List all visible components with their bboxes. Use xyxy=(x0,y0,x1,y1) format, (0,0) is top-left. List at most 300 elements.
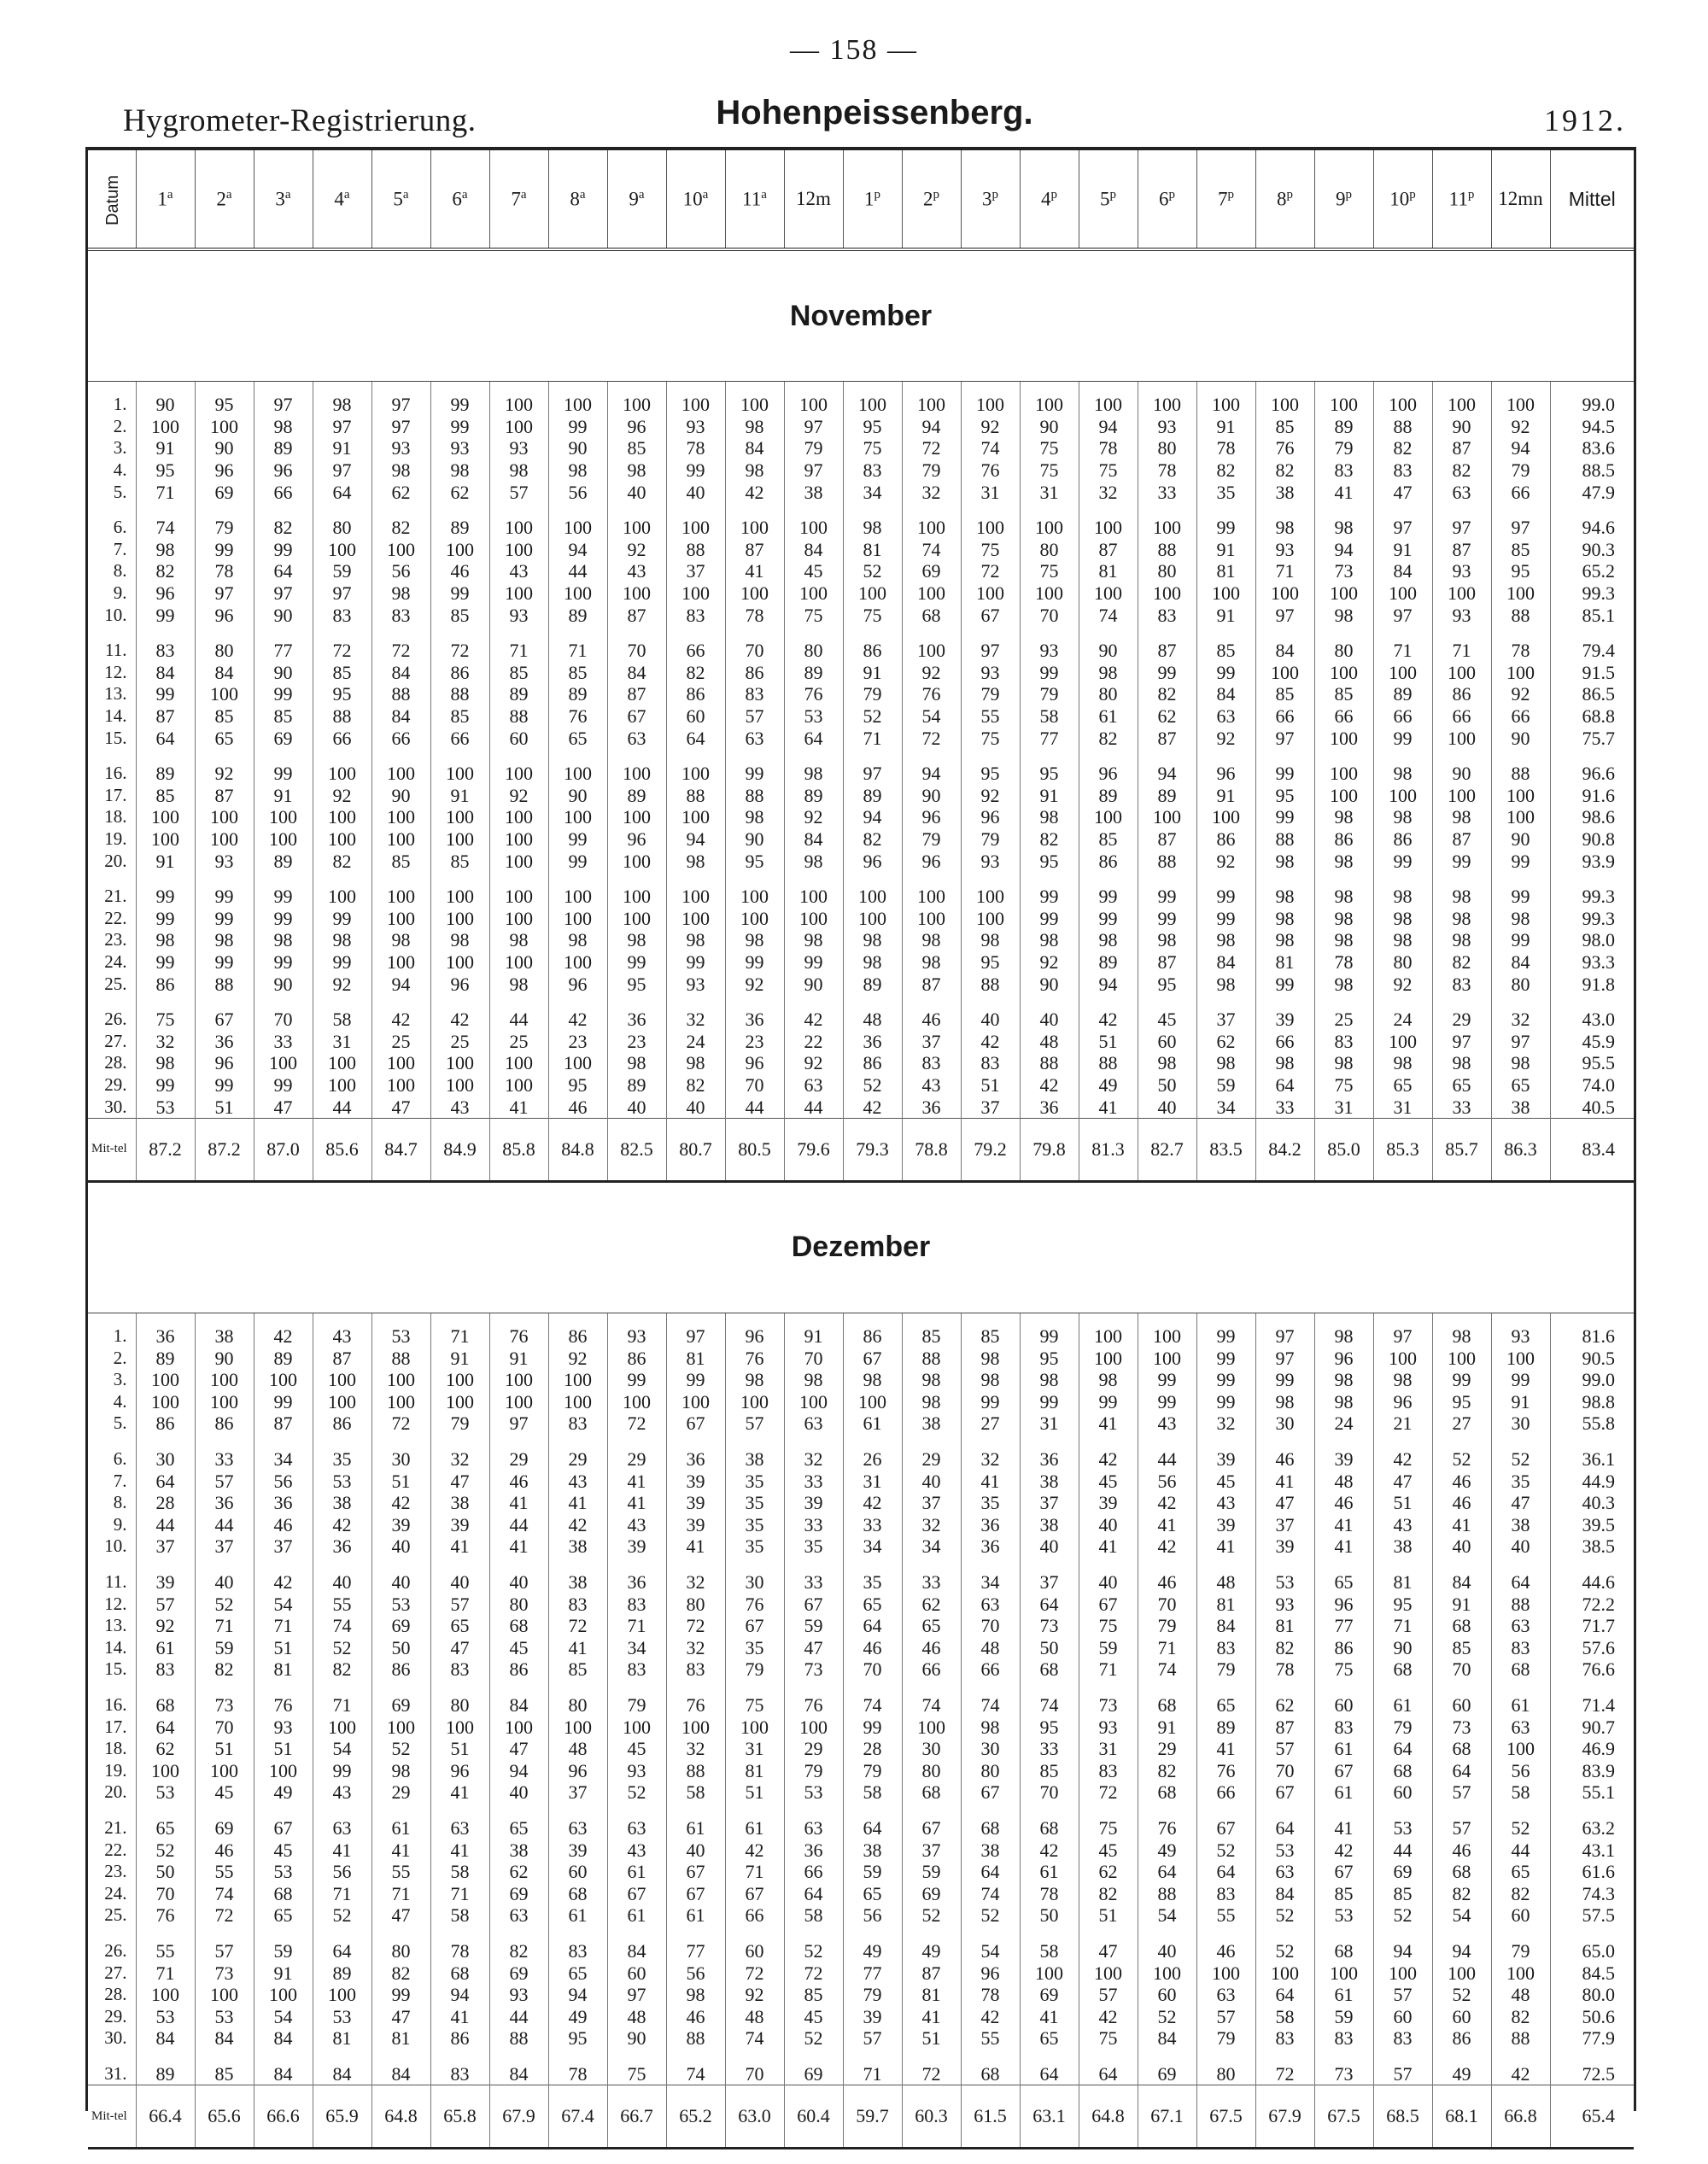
humidity-cell: 25 xyxy=(430,1030,489,1052)
humidity-cell: 80 xyxy=(1314,633,1373,662)
humidity-cell: 96 xyxy=(961,1962,1020,1984)
humidity-cell: 40 xyxy=(1079,1514,1138,1536)
humidity-cell: 92 xyxy=(1491,416,1550,438)
date-cell: 25. xyxy=(88,1904,136,1933)
humidity-cell: 100 xyxy=(607,806,666,828)
humidity-cell: 98 xyxy=(1314,510,1373,539)
daily-mean-cell: 98.6 xyxy=(1582,806,1615,828)
daily-mean-cell: 43.0 xyxy=(1582,1009,1615,1031)
humidity-cell: 59 xyxy=(784,1615,843,1637)
date-cell: 6. xyxy=(88,510,136,539)
humidity-cell: 97 xyxy=(784,459,843,482)
humidity-cell: 66 xyxy=(961,1658,1020,1687)
humidity-cell: 91 xyxy=(1196,416,1255,438)
humidity-cell: 57 xyxy=(195,1933,254,1962)
humidity-cell: 100 xyxy=(1314,582,1373,605)
date-cell: 4. xyxy=(88,459,136,482)
humidity-cell: 46 xyxy=(430,560,489,582)
humidity-cell: 37 xyxy=(136,1535,195,1565)
spacer-cell xyxy=(136,382,195,395)
humidity-cell: 53 xyxy=(136,1096,195,1118)
humidity-cell: 64 xyxy=(1020,1593,1079,1615)
humidity-cell: 36 xyxy=(1020,1442,1079,1471)
humidity-cell: 80 xyxy=(1138,437,1196,459)
humidity-cell: 48 xyxy=(1020,1030,1079,1052)
humidity-cell: 100 xyxy=(725,1391,784,1413)
humidity-cell: 86 xyxy=(313,1412,371,1442)
humidity-cell: 100 xyxy=(725,394,784,416)
humidity-cell: 90 xyxy=(784,973,843,1002)
humidity-cell: 93 xyxy=(371,437,430,459)
humidity-cell: 40 xyxy=(666,1096,725,1118)
humidity-cell: 88 xyxy=(666,1760,725,1782)
date-cell: 10. xyxy=(88,604,136,633)
humidity-cell: 64 xyxy=(1138,1861,1196,1883)
humidity-cell: 98 xyxy=(1255,1391,1314,1413)
daily-mean-cell: 94.6 xyxy=(1582,517,1615,539)
humidity-cell: 70 xyxy=(843,1658,902,1687)
humidity-cell: 98 xyxy=(607,929,666,951)
hourly-mean-cell: 79.8 xyxy=(1020,1118,1079,1181)
humidity-cell: 98 xyxy=(1373,1052,1432,1074)
humidity-cell: 55 xyxy=(371,1861,430,1883)
humidity-cell: 51 xyxy=(371,1470,430,1492)
humidity-cell: 91 xyxy=(489,1347,548,1369)
humidity-cell: 36 xyxy=(961,1535,1020,1565)
humidity-cell: 100 xyxy=(548,1716,607,1738)
humidity-cell: 36 xyxy=(961,1514,1020,1536)
humidity-cell: 53 xyxy=(254,1861,313,1883)
humidity-cell: 92 xyxy=(1196,850,1255,879)
humidity-cell: 64 xyxy=(1196,1861,1255,1883)
humidity-cell: 100 xyxy=(961,582,1020,605)
humidity-cell: 100 xyxy=(1079,1325,1138,1348)
humidity-cell: 88 xyxy=(371,683,430,705)
humidity-cell: 43 xyxy=(548,1470,607,1492)
humidity-cell: 100 xyxy=(1491,1347,1550,1369)
daily-mean-cell: 55.1 xyxy=(1582,1781,1615,1804)
humidity-cell: 97 xyxy=(371,394,430,416)
humidity-cell: 65 xyxy=(1491,1074,1550,1097)
humidity-cell: 59 xyxy=(1079,1637,1138,1659)
humidity-cell: 100 xyxy=(489,416,548,438)
humidity-cell: 76 xyxy=(1138,1810,1196,1839)
humidity-cell: 74 xyxy=(961,437,1020,459)
humidity-cell: 100 xyxy=(1491,582,1550,605)
spacer-cell xyxy=(1491,1313,1550,1325)
humidity-cell: 99 xyxy=(1255,1369,1314,1391)
humidity-cell: 100 xyxy=(1432,1347,1491,1369)
humidity-cell: 41 xyxy=(1138,1514,1196,1536)
day-row xyxy=(88,1687,1634,1717)
daily-mean-cell: 95.5 xyxy=(1582,1052,1615,1074)
humidity-cell: 53 xyxy=(1373,1810,1432,1839)
humidity-cell: 57 xyxy=(489,481,548,510)
humidity-cell: 81 xyxy=(666,1347,725,1369)
humidity-cell: 54 xyxy=(254,1593,313,1615)
hour-number: 4 xyxy=(334,188,344,210)
humidity-cell: 87 xyxy=(902,973,961,1002)
humidity-cell: 85 xyxy=(1373,1882,1432,1904)
humidity-cell: 72 xyxy=(430,633,489,662)
humidity-cell: 78 xyxy=(961,1984,1020,2006)
spacer-row xyxy=(88,1313,1634,1325)
humidity-cell: 42 xyxy=(725,1839,784,1861)
humidity-cell: 87 xyxy=(725,539,784,561)
humidity-cell: 52 xyxy=(843,1074,902,1097)
humidity-cell: 30 xyxy=(136,1442,195,1471)
humidity-cell: 94 xyxy=(902,416,961,438)
humidity-cell: 96 xyxy=(1079,756,1138,785)
spacer-cell xyxy=(548,1313,607,1325)
humidity-cell: 45 xyxy=(1079,1839,1138,1861)
humidity-cell: 61 xyxy=(1491,1687,1550,1717)
humidity-cell: 56 xyxy=(371,560,430,582)
hourly-mean-cell: 84.9 xyxy=(430,1118,489,1181)
daily-mean-cell: 57.5 xyxy=(1582,1904,1615,1927)
humidity-cell: 65 xyxy=(843,1593,902,1615)
humidity-cell: 100 xyxy=(371,1369,430,1391)
humidity-cell: 89 xyxy=(136,756,195,785)
humidity-cell: 99 xyxy=(1196,1347,1255,1369)
humidity-cell: 87 xyxy=(1432,539,1491,561)
hour-number: 5 xyxy=(393,188,403,210)
hour-number: 3 xyxy=(982,188,992,210)
humidity-cell: 71 xyxy=(254,1615,313,1637)
humidity-cell: 99 xyxy=(1255,973,1314,1002)
humidity-cell: 46 xyxy=(1432,1839,1491,1861)
month-title: Dezember xyxy=(88,1181,1634,1313)
humidity-cell: 41 xyxy=(430,2005,489,2027)
hour-header xyxy=(254,150,313,249)
humidity-cell: 100 xyxy=(1255,394,1314,416)
humidity-cell: 78 xyxy=(1079,437,1138,459)
humidity-cell: 63 xyxy=(313,1810,371,1839)
spacer-cell xyxy=(313,382,371,395)
humidity-cell: 90 xyxy=(1079,633,1138,662)
humidity-cell: 98 xyxy=(489,973,548,1002)
humidity-cell: 88 xyxy=(666,785,725,807)
humidity-cell: 56 xyxy=(1138,1470,1196,1492)
humidity-cell: 97 xyxy=(1432,510,1491,539)
humidity-cell: 92 xyxy=(961,785,1020,807)
hour-header xyxy=(784,150,843,249)
humidity-cell: 52 xyxy=(1491,1810,1550,1839)
humidity-cell: 85 xyxy=(1020,1760,1079,1782)
humidity-cell: 29 xyxy=(607,1442,666,1471)
humidity-cell: 98 xyxy=(1020,806,1079,828)
humidity-cell: 35 xyxy=(1491,1470,1550,1492)
humidity-cell: 100 xyxy=(548,879,607,908)
humidity-cell: 84 xyxy=(254,2027,313,2056)
spacer-cell xyxy=(136,1313,195,1325)
hourly-mean-cell: 79.6 xyxy=(784,1118,843,1181)
humidity-cell: 100 xyxy=(1138,394,1196,416)
hour-number: 2 xyxy=(216,188,226,210)
humidity-cell: 61 xyxy=(666,1810,725,1839)
hour-number: 1 xyxy=(864,188,874,210)
humidity-cell: 47 xyxy=(1373,1470,1432,1492)
humidity-cell: 81 xyxy=(1255,1615,1314,1637)
humidity-cell: 66 xyxy=(784,1861,843,1883)
humidity-cell: 38 xyxy=(489,1839,548,1861)
humidity-cell: 69 xyxy=(1020,1984,1079,2006)
humidity-cell: 54 xyxy=(1138,1904,1196,1933)
humidity-cell: 32 xyxy=(961,1442,1020,1471)
humidity-cell: 51 xyxy=(961,1074,1020,1097)
humidity-cell: 99 xyxy=(666,459,725,482)
humidity-cell: 32 xyxy=(666,1565,725,1594)
humidity-cell: 69 xyxy=(902,1882,961,1904)
humidity-cell: 68 xyxy=(1020,1658,1079,1687)
humidity-cell: 70 xyxy=(725,1074,784,1097)
day-row xyxy=(88,785,1634,807)
humidity-cell: 68 xyxy=(902,604,961,633)
humidity-cell: 100 xyxy=(1079,394,1138,416)
humidity-cell: 87 xyxy=(1138,951,1196,974)
humidity-cell: 30 xyxy=(961,1738,1020,1760)
humidity-cell: 46 xyxy=(902,1637,961,1659)
humidity-cell: 32 xyxy=(1491,1002,1550,1031)
humidity-cell: 68 xyxy=(1138,1781,1196,1810)
date-cell: 18. xyxy=(88,1738,136,1760)
date-cell: 14. xyxy=(88,705,136,728)
humidity-cell: 99 xyxy=(254,1074,313,1097)
hour-suffix: p xyxy=(1227,187,1234,202)
humidity-cell: 41 xyxy=(1079,1096,1138,1118)
day-row xyxy=(88,828,1634,851)
humidity-cell: 37 xyxy=(1196,1002,1255,1031)
humidity-cell: 100 xyxy=(489,582,548,605)
humidity-cell: 82 xyxy=(1079,727,1138,756)
humidity-cell: 81 xyxy=(1079,560,1138,582)
humidity-cell: 88 xyxy=(666,539,725,561)
humidity-cell: 41 xyxy=(430,1781,489,1810)
humidity-cell: 96 xyxy=(843,850,902,879)
humidity-cell: 68 xyxy=(1432,1615,1491,1637)
humidity-cell: 98 xyxy=(843,929,902,951)
humidity-cell: 52 xyxy=(1255,1904,1314,1933)
humidity-cell: 95 xyxy=(961,951,1020,974)
humidity-cell: 44 xyxy=(489,1002,548,1031)
humidity-cell: 57 xyxy=(725,1412,784,1442)
humidity-cell: 72 xyxy=(1255,2056,1314,2085)
humidity-cell: 99 xyxy=(371,1984,430,2006)
humidity-cell: 68 xyxy=(961,1810,1020,1839)
humidity-cell: 39 xyxy=(1255,1535,1314,1565)
humidity-cell: 58 xyxy=(784,1904,843,1933)
humidity-cell: 98 xyxy=(843,951,902,974)
humidity-cell: 36 xyxy=(195,1492,254,1514)
humidity-cell: 71 xyxy=(1079,1658,1138,1687)
humidity-cell: 100 xyxy=(430,1052,489,1074)
humidity-cell: 61 xyxy=(1314,1738,1373,1760)
humidity-cell: 42 xyxy=(1079,1442,1138,1471)
humidity-cell: 63 xyxy=(784,1810,843,1839)
humidity-cell: 94 xyxy=(1373,1933,1432,1962)
humidity-cell: 92 xyxy=(607,539,666,561)
humidity-cell: 84 xyxy=(195,662,254,684)
humidity-cell: 87 xyxy=(902,1962,961,1984)
humidity-cell: 97 xyxy=(254,394,313,416)
humidity-cell: 22 xyxy=(784,1030,843,1052)
humidity-cell: 69 xyxy=(489,1882,548,1904)
humidity-cell: 40 xyxy=(1432,1535,1491,1565)
humidity-cell: 86 xyxy=(1432,2027,1491,2056)
humidity-cell: 40 xyxy=(961,1002,1020,1031)
humidity-cell: 77 xyxy=(666,1933,725,1962)
humidity-cell: 100 xyxy=(1491,1738,1550,1760)
humidity-cell: 79 xyxy=(195,510,254,539)
humidity-cell: 100 xyxy=(548,582,607,605)
humidity-cell: 79 xyxy=(1314,437,1373,459)
date-cell: 8. xyxy=(88,560,136,582)
humidity-cell: 41 xyxy=(371,1839,430,1861)
humidity-cell: 74 xyxy=(725,2027,784,2056)
humidity-cell: 70 xyxy=(195,1716,254,1738)
humidity-cell: 99 xyxy=(1079,879,1138,908)
humidity-cell: 100 xyxy=(136,1369,195,1391)
spacer-cell xyxy=(548,382,607,395)
humidity-cell: 97 xyxy=(1373,604,1432,633)
humidity-cell: 83 xyxy=(1314,459,1373,482)
humidity-cell: 98 xyxy=(1373,907,1432,929)
humidity-cell: 42 xyxy=(1138,1492,1196,1514)
humidity-cell: 85 xyxy=(195,2056,254,2085)
humidity-cell: 71 xyxy=(607,1615,666,1637)
humidity-cell: 85 xyxy=(1079,828,1138,851)
humidity-cell: 98 xyxy=(725,806,784,828)
humidity-cell: 100 xyxy=(254,1369,313,1391)
humidity-cell: 100 xyxy=(1138,1325,1196,1348)
humidity-cell: 98 xyxy=(1314,973,1373,1002)
humidity-cell: 87 xyxy=(1079,539,1138,561)
hour-number: 7 xyxy=(511,188,521,210)
humidity-cell: 99 xyxy=(195,951,254,974)
daily-mean-cell: 43.1 xyxy=(1582,1839,1615,1861)
humidity-cell: 94 xyxy=(430,1984,489,2006)
humidity-cell: 99 xyxy=(254,756,313,785)
humidity-cell: 64 xyxy=(1255,1984,1314,2006)
humidity-cell: 71 xyxy=(843,727,902,756)
humidity-cell: 96 xyxy=(548,973,607,1002)
date-cell: 15. xyxy=(88,727,136,756)
humidity-cell: 83 xyxy=(371,604,430,633)
spacer-cell xyxy=(1020,1313,1079,1325)
humidity-cell: 42 xyxy=(843,1492,902,1514)
hourly-mean-cell: 65.2 xyxy=(666,2085,725,2149)
date-cell: 20. xyxy=(88,850,136,879)
day-row xyxy=(88,1030,1634,1052)
humidity-cell: 52 xyxy=(1255,1933,1314,1962)
humidity-cell: 52 xyxy=(1491,1442,1550,1471)
humidity-cell: 78 xyxy=(666,437,725,459)
humidity-cell: 79 xyxy=(1196,1658,1255,1687)
humidity-cell: 100 xyxy=(489,756,548,785)
humidity-cell: 93 xyxy=(961,850,1020,879)
hour-header xyxy=(1196,150,1255,249)
humidity-cell: 63 xyxy=(489,1904,548,1933)
humidity-cell: 100 xyxy=(902,879,961,908)
humidity-cell: 39 xyxy=(607,1535,666,1565)
humidity-cell: 56 xyxy=(843,1904,902,1933)
humidity-cell: 57 xyxy=(1196,2005,1255,2027)
page-header xyxy=(123,94,1626,142)
humidity-cell: 100 xyxy=(313,1716,371,1738)
humidity-cell: 31 xyxy=(1373,1096,1432,1118)
daily-mean-cell: 61.6 xyxy=(1582,1861,1615,1883)
humidity-cell: 78 xyxy=(1314,951,1373,974)
humidity-cell: 99 xyxy=(1373,850,1432,879)
day-row xyxy=(88,1369,1634,1391)
humidity-cell: 72 xyxy=(666,1615,725,1637)
hour-suffix: p xyxy=(1467,187,1475,202)
humidity-cell: 93 xyxy=(1432,560,1491,582)
humidity-cell: 65 xyxy=(1432,1074,1491,1097)
humidity-cell: 74 xyxy=(1079,604,1138,633)
humidity-cell: 40 xyxy=(1079,1565,1138,1594)
humidity-cell: 45 xyxy=(607,1738,666,1760)
spacer-cell xyxy=(254,382,313,395)
humidity-cell: 74 xyxy=(666,2056,725,2085)
humidity-cell: 69 xyxy=(254,727,313,756)
humidity-cell: 78 xyxy=(195,560,254,582)
humidity-cell: 82 xyxy=(1491,1882,1550,1904)
humidity-cell: 100 xyxy=(548,1391,607,1413)
humidity-cell: 85 xyxy=(784,1984,843,2006)
humidity-cell: 31 xyxy=(313,1030,371,1052)
humidity-cell: 100 xyxy=(1373,582,1432,605)
spacer-cell xyxy=(607,382,666,395)
humidity-cell: 69 xyxy=(1138,2056,1196,2085)
spacer-cell xyxy=(607,1313,666,1325)
humidity-cell: 100 xyxy=(961,510,1020,539)
humidity-cell: 98 xyxy=(666,1984,725,2006)
hourly-mean-cell: 84.8 xyxy=(548,1118,607,1181)
humidity-cell: 84 xyxy=(784,828,843,851)
humidity-cell: 83 xyxy=(136,633,195,662)
humidity-cell: 100 xyxy=(961,879,1020,908)
humidity-cell: 65 xyxy=(254,1904,313,1933)
humidity-cell: 71 xyxy=(1138,1637,1196,1659)
humidity-cell: 49 xyxy=(254,1781,313,1810)
humidity-cell: 100 xyxy=(1138,1347,1196,1369)
humidity-cell: 65 xyxy=(548,727,607,756)
humidity-cell: 40 xyxy=(607,1096,666,1118)
humidity-cell: 58 xyxy=(1491,1781,1550,1810)
humidity-cell: 98 xyxy=(136,539,195,561)
day-row xyxy=(88,459,1634,482)
humidity-cell: 29 xyxy=(1432,1002,1491,1031)
humidity-cell: 100 xyxy=(666,1391,725,1413)
humidity-cell: 38 xyxy=(1491,1096,1550,1118)
humidity-cell: 98 xyxy=(784,1369,843,1391)
humidity-cell: 100 xyxy=(548,510,607,539)
humidity-cell: 100 xyxy=(313,539,371,561)
humidity-cell: 88 xyxy=(1138,1882,1196,1904)
humidity-cell: 61 xyxy=(843,1412,902,1442)
humidity-cell: 100 xyxy=(1432,662,1491,684)
humidity-cell: 46 xyxy=(1432,1470,1491,1492)
humidity-cell: 100 xyxy=(489,1052,548,1074)
hour-header xyxy=(961,150,1020,249)
humidity-cell: 99 xyxy=(666,951,725,974)
mittel-header: Mittel xyxy=(1550,150,1634,249)
humidity-cell: 100 xyxy=(489,1074,548,1097)
humidity-cell: 56 xyxy=(548,481,607,510)
humidity-cell: 97 xyxy=(1255,604,1314,633)
day-row xyxy=(88,2056,1634,2085)
